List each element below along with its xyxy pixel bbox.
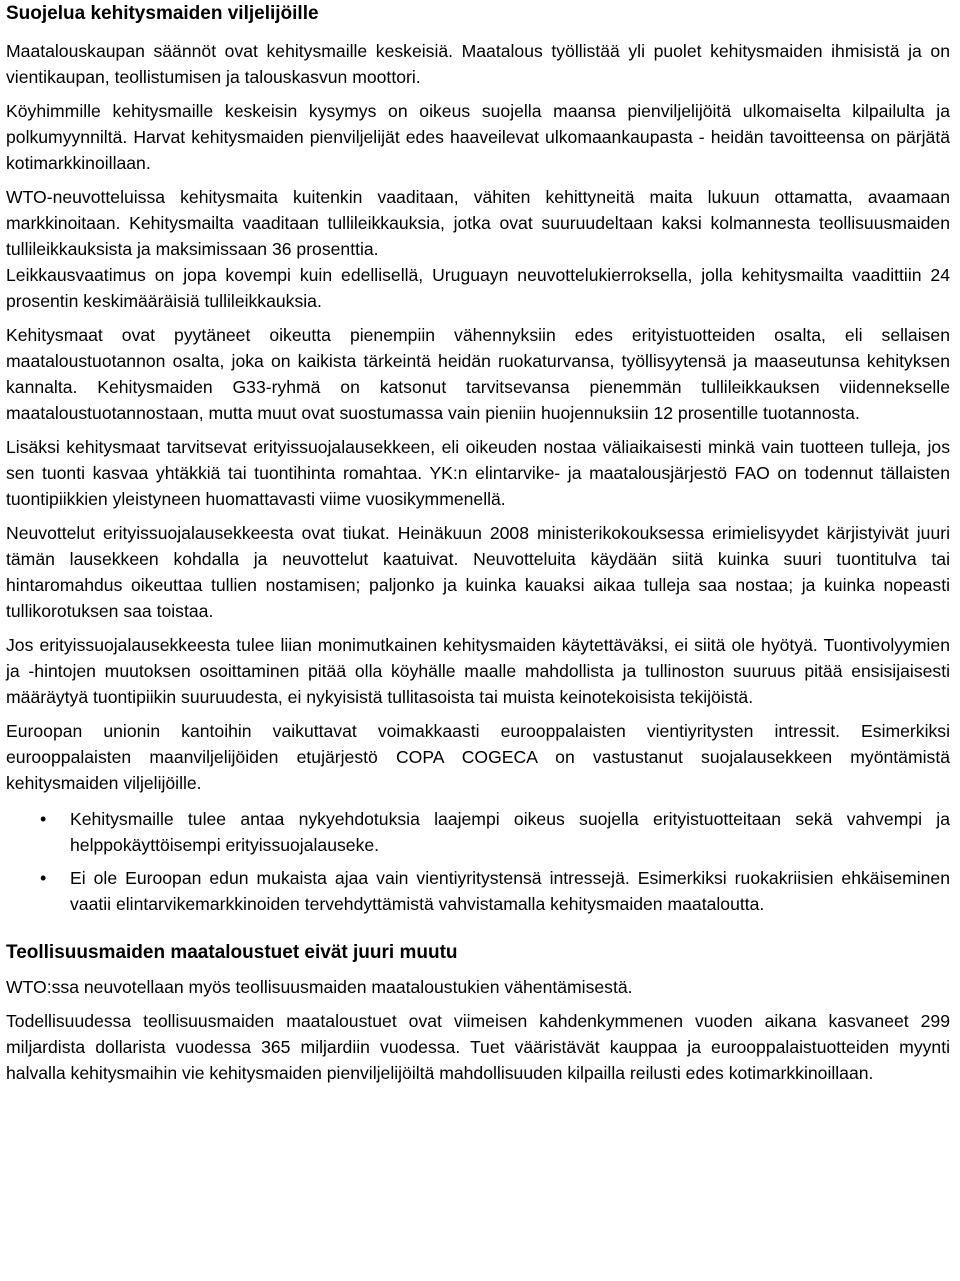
list-item-text: Kehitysmaille tulee antaa nykyehdotuksia laajempi oikeus suojella erityistuotteitaan sekä vahvempi ja helppokäyttöisempi erityissuojalauseke. — [70, 809, 950, 855]
paragraph-subsidy-growth: Todellisuudessa teollisuusmaiden maataloustuet ovat viimeisen kahdenkymmenen vuoden aikana kasvaneet 299 miljardista dollarista vuodessa 365 miljardiin vuodessa. Tuet vääristävät kauppaa ja eurooppalaistuotteiden myynti halvalla kehitysmaihin vie kehitysmaiden pienviljelijöiltä mahdollisuuden kilpailla reilusti edes kotimarkkinoillaan. — [6, 1011, 950, 1083]
recommendation-list — [6, 806, 950, 917]
bullet-icon: • — [40, 809, 47, 829]
list-item-text: Ei ole Euroopan edun mukaista ajaa vain vientiyritystensä intressejä. Esimerkiksi ruokakriisien ehkäiseminen vaatii elintarvikemarkkinoiden tervehdyttämistä vahvistamalla kehitysmaiden maataloutta. — [70, 868, 950, 914]
paragraph-cut-requirement: Leikkausvaatimus on jopa kovempi kuin edellisellä, Uruguayn neuvottelukierroksella, jolla kehitysmailta vaadittiin 24 prosentin keskimääräisiä tullileikkauksia. — [6, 265, 950, 311]
paragraph-wto-subsidies: WTO:ssa neuvotellaan myös teollisuusmaiden maataloustukien vähentämisestä. — [6, 977, 633, 997]
list-item — [6, 865, 950, 917]
bullet-icon: • — [40, 868, 47, 888]
list-item — [6, 806, 950, 858]
paragraph-negotiations-tight: Neuvottelut erityissuojalausekkeesta ovat tiukat. Heinäkuun 2008 ministerikokouksessa erimielisyydet kärjistyivät juuri tämän lausekkeen kohdalla ja neuvottelut kaatuivat. Neuvotteluita käydään siitä kuinka suuri tuontitulva tai hintaromahdus oikeuttaa tullien nostamisen; paljonko ja kuinka kauaksi aikaa tulleja saa nostaa; ja kuinka nopeasti tullikorotuksen saa toistaa. — [6, 523, 950, 621]
paragraph-eu-interests: Euroopan unionin kantoihin vaikuttavat voimakkaasti eurooppalaisten vientiyritysten intressit. Esimerkiksi eurooppalaisten maanviljelijöiden etujärjestö COPA COGECA on vastustanut suojalausekkeen myöntämistä kehitysmaiden viljelijöille. — [6, 721, 950, 793]
section-heading-subsidies: Teollisuusmaiden maataloustuet eivät juuri muutu — [6, 942, 458, 963]
paragraph-group-wto-demands — [6, 184, 950, 314]
paragraph-complexity: Jos erityissuojalausekkeesta tulee liian monimutkainen kehitysmaiden käytettäväksi, ei siitä ole hyötyä. Tuontivolyymien ja -hintojen muutoksen osoittaminen pitää olla köyhälle maalle mahdollista ja tullinoston suuruus pitää ensisijaisesti määräytyä tuontipiikin suuruudesta, ei nykyisistä tullitasoista tai muista keinotekoisista tekijöistä. — [6, 635, 950, 707]
paragraph-poorest-countries: Köyhimmille kehitysmaille keskeisin kysymys on oikeus suojella maansa pienviljelijöitä ulkomaiselta kilpailulta ja polkumyynniltä. Harvat kehitysmaiden pienviljelijät edes haaveilevat ulkomaankaupasta - heidän tavoitteensa on pärjätä kotimarkkinoillaan. — [6, 101, 950, 173]
paragraph-wto-negotiations: WTO-neuvotteluissa kehitysmaita kuitenkin vaaditaan, vähiten kehittyneitä maita lukuun ottamatta, avaamaan markkinoitaan. Kehitysmailta vaaditaan tullileikkauksia, jotka ovat suuruudeltaan kaksi kolmannesta teollisuusmaiden tullileikkauksista ja maksimissaan 36 prosenttia. — [6, 187, 950, 259]
section-heading-protection: Suojelua kehitysmaiden viljelijöille — [6, 3, 319, 24]
paragraph-special-products: Kehitysmaat ovat pyytäneet oikeutta pienempiin vähennyksiin edes erityistuotteiden osalta, eli sellaisen maataloustuotannon osalta, joka on kaikista tärkeintä heidän ruokaturvansa, työllisyytensä ja maaseutunsa kehityksen kannalta. Kehitysmaiden G33-ryhmä on katsonut tarvitsevansa pienemmän tullileikkauksen viidennekselle maataloustuotannostaan, mutta muut ovat suostumassa vain pieniin huojennuksiin 12 prosentille tuotannosta. — [6, 325, 950, 423]
paragraph-trade-rules: Maatalouskaupan säännöt ovat kehitysmaille keskeisiä. Maatalous työllistää yli puolet kehitysmaiden ihmisistä ja on vientikaupan, teollistumisen ja talouskasvun moottori. — [6, 41, 950, 87]
paragraph-safeguard-clause: Lisäksi kehitysmaat tarvitsevat erityissuojalausekkeen, eli oikeuden nostaa väliaikaisesti minkä vain tuotteen tulleja, jos sen tuonti kasvaa yhtäkkiä tai tuontihinta romahtaa. YK:n elintarvike- ja maatalousjärjestö FAO on todennut tällaisten tuontipiikkien yleistyneen huomattavasti viime vuosikymmenellä. — [6, 437, 950, 509]
